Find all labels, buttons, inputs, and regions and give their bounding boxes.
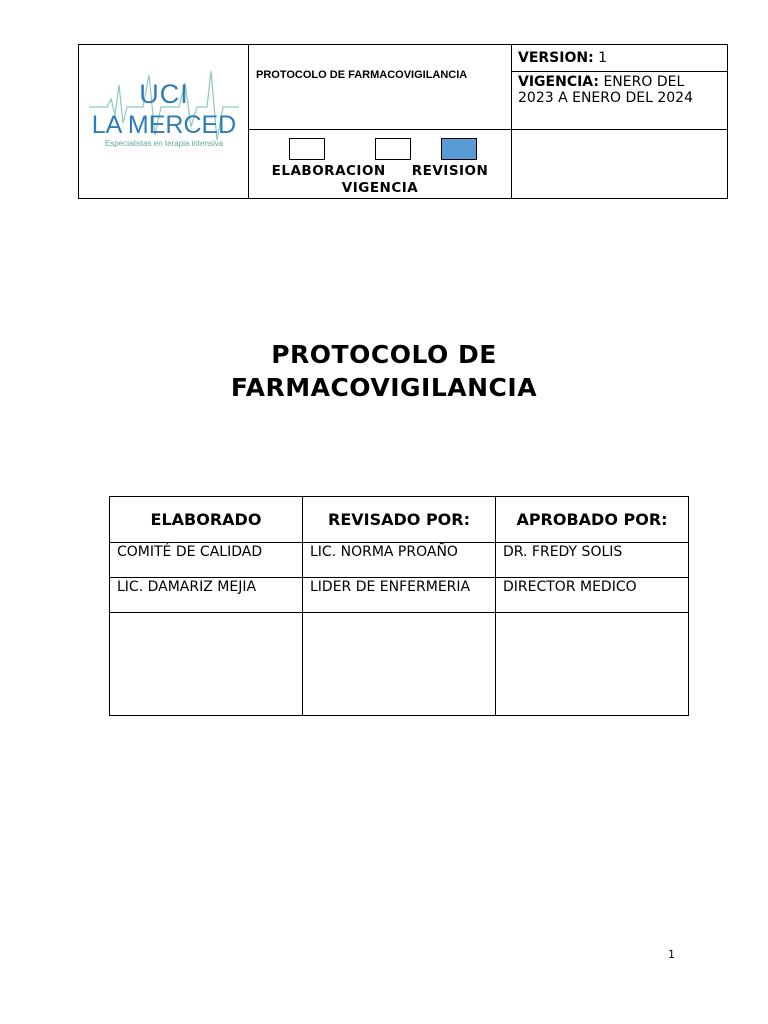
- signature-space: [110, 613, 303, 716]
- header-revisado: REVISADO POR:: [303, 497, 496, 543]
- table-row: [110, 543, 689, 578]
- document-title-line1: PROTOCOLO DE: [271, 340, 497, 369]
- logo-uci-text: UCI: [139, 79, 189, 109]
- header-title: PROTOCOLO DE FARMACOVIGILANCIA: [249, 45, 512, 130]
- table-cell: DIRECTOR MEDICO: [496, 578, 689, 613]
- empty-header-cell: [512, 130, 728, 199]
- status-labels: [249, 163, 511, 197]
- document-title-line2: FARMACOVIGILANCIA: [230, 373, 538, 402]
- page-number: 1: [668, 948, 675, 961]
- table-cell: DR. FREDY SOLIS: [496, 543, 689, 578]
- logo-cell: [79, 45, 249, 199]
- document-header: [78, 44, 728, 199]
- signature-space-row: [110, 613, 689, 716]
- version-label: VERSION:: [518, 50, 594, 66]
- status-cell: [249, 130, 512, 199]
- status-label-line2: VIGENCIA: [341, 180, 419, 196]
- vigencia-label: VIGENCIA:: [518, 74, 599, 90]
- signature-header-row: [110, 497, 689, 543]
- uci-la-merced-logo: [79, 45, 249, 173]
- signature-space: [303, 613, 496, 716]
- revision-checkbox[interactable]: [375, 138, 411, 160]
- table-cell: LIC. DAMARIZ MEJIA: [110, 578, 303, 613]
- logo-merced-text: LA MERCED: [91, 111, 237, 139]
- header-aprobado: APROBADO POR:: [496, 497, 689, 543]
- vigencia-checkbox[interactable]: [441, 138, 477, 160]
- version-value: 1: [598, 50, 608, 66]
- table-cell: LIDER DE ENFERMERIA: [303, 578, 496, 613]
- status-label-line1: ELABORACION REVISION: [271, 163, 489, 179]
- vigencia-row: [512, 72, 727, 108]
- version-vigencia-cell: [512, 45, 728, 130]
- elaboracion-checkbox[interactable]: [289, 138, 325, 160]
- document-title: [0, 338, 768, 404]
- table-cell: LIC. NORMA PROAÑO: [303, 543, 496, 578]
- table-cell: COMITÉ DE CALIDAD: [110, 543, 303, 578]
- signature-table: [109, 496, 689, 716]
- signature-space: [496, 613, 689, 716]
- logo-tagline: Especialistas en terapia intensiva: [104, 139, 224, 148]
- header-elaborado: ELABORADO: [110, 497, 303, 543]
- version-row: [512, 45, 727, 72]
- table-row: [110, 578, 689, 613]
- vigencia-value: ENERO DEL 2023 A ENERO DEL 2024: [518, 74, 693, 106]
